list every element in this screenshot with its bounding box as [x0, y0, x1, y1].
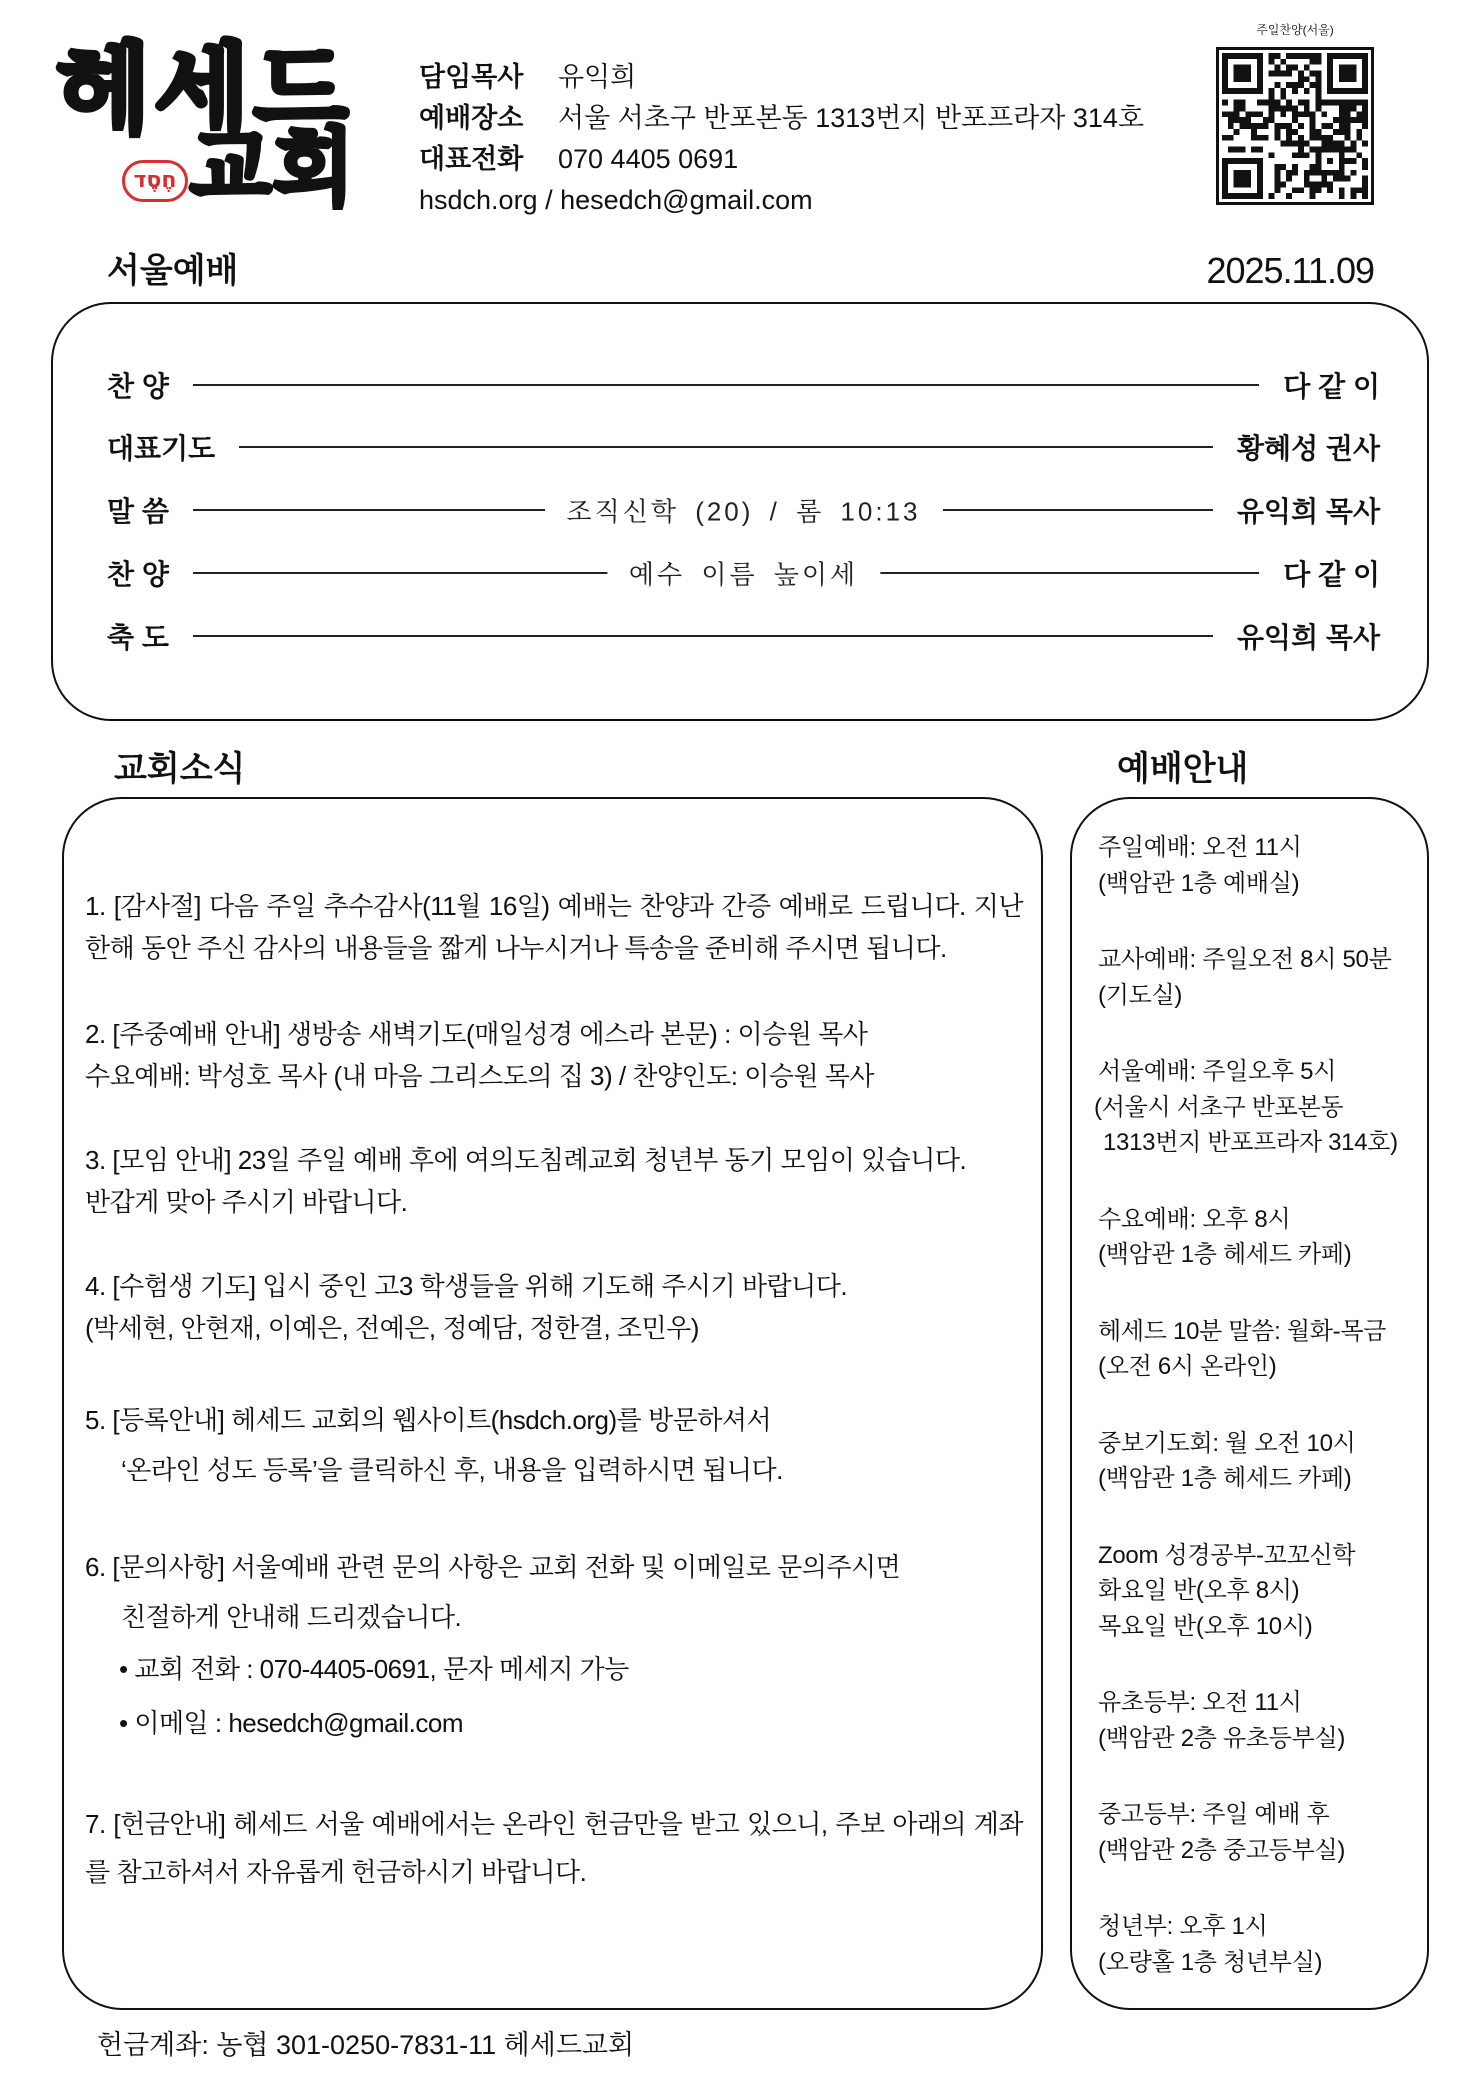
service-item-leader: 다 같 이 — [1283, 559, 1380, 590]
news-text: ‘온라인 성도 등록’을 클릭하신 후, 내용을 입력하시면 됩니다. — [121, 1455, 783, 1485]
schedule-block — [1098, 1426, 1427, 1497]
schedule-line: 서울예배: 주일오후 5시 — [1098, 1058, 1337, 1085]
service-item-label: 축 도 — [107, 622, 169, 653]
schedule-block — [1098, 1202, 1427, 1273]
qr-code — [1222, 53, 1368, 199]
schedule-line: (오전 6시 온라인) — [1098, 1353, 1277, 1380]
schedule-block — [1094, 1054, 1427, 1161]
service-row-benediction — [107, 614, 1380, 658]
service-item-label: 말 씀 — [107, 496, 169, 527]
news-item — [85, 1265, 1023, 1349]
schedule-line: 주일예배: 오전 11시 — [1098, 834, 1302, 861]
service-item-leader: 황혜성 권사 — [1236, 433, 1380, 464]
schedule-line: (서울시 서초구 반포본동 — [1094, 1093, 1344, 1121]
schedule-line: 청년부: 오후 1시 — [1098, 1913, 1268, 1940]
service-item-label: 대표기도 — [107, 433, 216, 464]
service-title: 서울예배 — [107, 252, 239, 290]
service-item-leader: 유익희 목사 — [1236, 622, 1380, 653]
schedule-line: (기도실) — [1098, 981, 1183, 1009]
schedule-line: (오량홀 1층 청년부실) — [1098, 1948, 1323, 1976]
news-text: 3. [모임 안내] 23일 주일 예배 후에 여의도침례교회 청년부 동기 모임이 있습니다. — [85, 1145, 967, 1175]
schedule-line: 중보기도회: 월 오전 10시 — [1098, 1429, 1356, 1457]
qr-code-icon — [1216, 47, 1374, 205]
info-row-location — [419, 98, 1144, 139]
news-item — [85, 1395, 1023, 1495]
news-text: 수요예배: 박성호 목사 (내 마음 그리스도의 집 3) / 찬양인도: 이승원 목사 — [85, 1061, 875, 1091]
schedule-line: 수요예배: 오후 8시 — [1098, 1205, 1291, 1233]
schedule-line: 유초등부: 오전 11시 — [1098, 1689, 1302, 1716]
schedule-line: 헤세드 10분 말씀: 월화-목금 — [1098, 1317, 1387, 1345]
info-value: 서울 서초구 반포본동 1313번지 반포프라자 314호 — [558, 103, 1145, 133]
news-text: 2. [주중예배 안내] 생방송 새벽기도(매일성경 에스라 본문) : 이승원 목사 — [85, 1019, 868, 1049]
hymn-title: 예수 이름 높이세 — [607, 555, 880, 592]
schedule-block — [1098, 942, 1427, 1013]
info-row-pastor — [419, 57, 1144, 98]
news-text: 1. [감사절] 다음 주일 추수감사(11월 16일) 예배는 찬양과 간증 예배로 드립니다. 지난 한해 동안 주신 감사의 내용들을 짧게 나누시거나 특송을 준비해 주시면 됩니다. — [85, 891, 1023, 963]
church-news-box — [62, 797, 1043, 2010]
service-item-label: 찬 양 — [107, 559, 169, 590]
schedule-title: 예배안내 — [1117, 750, 1249, 788]
info-web-email: hsdch.org / hesedch@gmail.com — [419, 185, 813, 215]
news-text: 4. [수험생 기도] 입시 중인 고3 학생들을 위해 기도해 주시기 바랍니다. — [85, 1271, 848, 1301]
info-label: 담임목사 — [419, 62, 524, 92]
news-bullet: • 교회 전화 : 070-4405-0691, 문자 메세지 가능 — [119, 1654, 629, 1684]
news-text: 7. [헌금안내] 헤세드 서울 예배에서는 온라인 헌금만을 받고 있으니, 주보 아래의 계좌를 참고하셔서 자유롭게 헌금하시기 바랍니다. — [85, 1809, 1023, 1887]
logo-title-bottom: 교회 — [190, 121, 357, 215]
logo-badge-text: חֶסֶד — [133, 168, 177, 193]
logo-hebrew-badge — [122, 160, 188, 202]
news-title: 교회소식 — [114, 750, 246, 788]
info-value: 070 4405 0691 — [558, 144, 739, 174]
offering-account: 헌금계좌: 농협 301-0250-7831-11 헤세드교회 — [97, 2030, 635, 2060]
schedule-line: 화요일 반(오후 8시) — [1098, 1577, 1300, 1604]
news-text: (박세현, 안현재, 이예은, 전예은, 정예담, 정한결, 조민우) — [85, 1313, 699, 1343]
leader-line — [239, 446, 1213, 448]
schedule-line: 교사예배: 주일오전 8시 50분 — [1098, 946, 1392, 973]
service-row-prayer — [107, 425, 1380, 469]
service-date: 2025.11.09 — [1206, 250, 1374, 291]
schedule-line: 목요일 반(오후 10시) — [1098, 1612, 1313, 1640]
schedule-block — [1098, 1685, 1427, 1756]
info-label: 대표전화 — [419, 144, 524, 174]
news-item — [85, 1139, 1023, 1223]
info-label: 예배장소 — [419, 103, 524, 133]
service-row-opening-praise — [107, 363, 1380, 407]
news-bullet: • 이메일 : hesedch@gmail.com — [119, 1708, 464, 1738]
schedule-block — [1098, 1909, 1427, 1980]
service-row-sermon — [107, 488, 1380, 532]
schedule-block — [1098, 1314, 1427, 1385]
news-text: 반갑게 맞아 주시기 바랍니다. — [85, 1187, 408, 1217]
service-item-leader: 다 같 이 — [1283, 371, 1380, 402]
service-row-closing-praise — [107, 551, 1380, 595]
news-item — [85, 885, 1023, 969]
schedule-line: 1313번지 반포프라자 314호) — [1103, 1129, 1398, 1156]
church-info — [419, 57, 1144, 221]
service-item-leader: 유익희 목사 — [1236, 496, 1380, 527]
logo-title-top: 헤세드 — [56, 34, 353, 144]
sermon-title: 조직신학 (20) / 롬 10:13 — [545, 492, 943, 529]
schedule-block — [1098, 1797, 1427, 1868]
qr-caption: 주일찬양(서울) — [1256, 23, 1334, 37]
news-item — [85, 1013, 1023, 1097]
schedule-line: (백암관 1층 헤세드 카페) — [1098, 1241, 1352, 1268]
info-row-phone — [419, 139, 1144, 180]
schedule-line: (백암관 2층 유초등부실) — [1098, 1724, 1346, 1752]
news-item — [85, 1800, 1023, 1896]
schedule-line: 중고등부: 주일 예배 후 — [1098, 1801, 1330, 1828]
news-text: 5. [등록안내] 헤세드 교회의 웹사이트(hsdch.org)를 방문하셔서 — [85, 1405, 772, 1435]
leader-line — [193, 384, 1259, 386]
worship-schedule-box — [1070, 797, 1429, 2010]
schedule-block — [1098, 1538, 1427, 1645]
news-item — [85, 1542, 1023, 1750]
schedule-block — [1098, 830, 1427, 901]
schedule-line: (백암관 1층 예배실) — [1098, 869, 1300, 897]
schedule-line: (백암관 2층 중고등부실) — [1098, 1836, 1346, 1864]
schedule-line: (백암관 1층 헤세드 카페) — [1098, 1465, 1352, 1492]
service-item-label: 찬 양 — [107, 371, 169, 402]
schedule-line: Zoom 성경공부-꼬꼬신학 — [1098, 1541, 1356, 1569]
info-value: 유익희 — [558, 62, 637, 92]
leader-line — [193, 635, 1213, 637]
news-text: 6. [문의사항] 서울예배 관련 문의 사항은 교회 전화 및 이메일로 문의주시면 — [85, 1552, 901, 1582]
news-text: 친절하게 안내해 드리겠습니다. — [121, 1602, 462, 1632]
